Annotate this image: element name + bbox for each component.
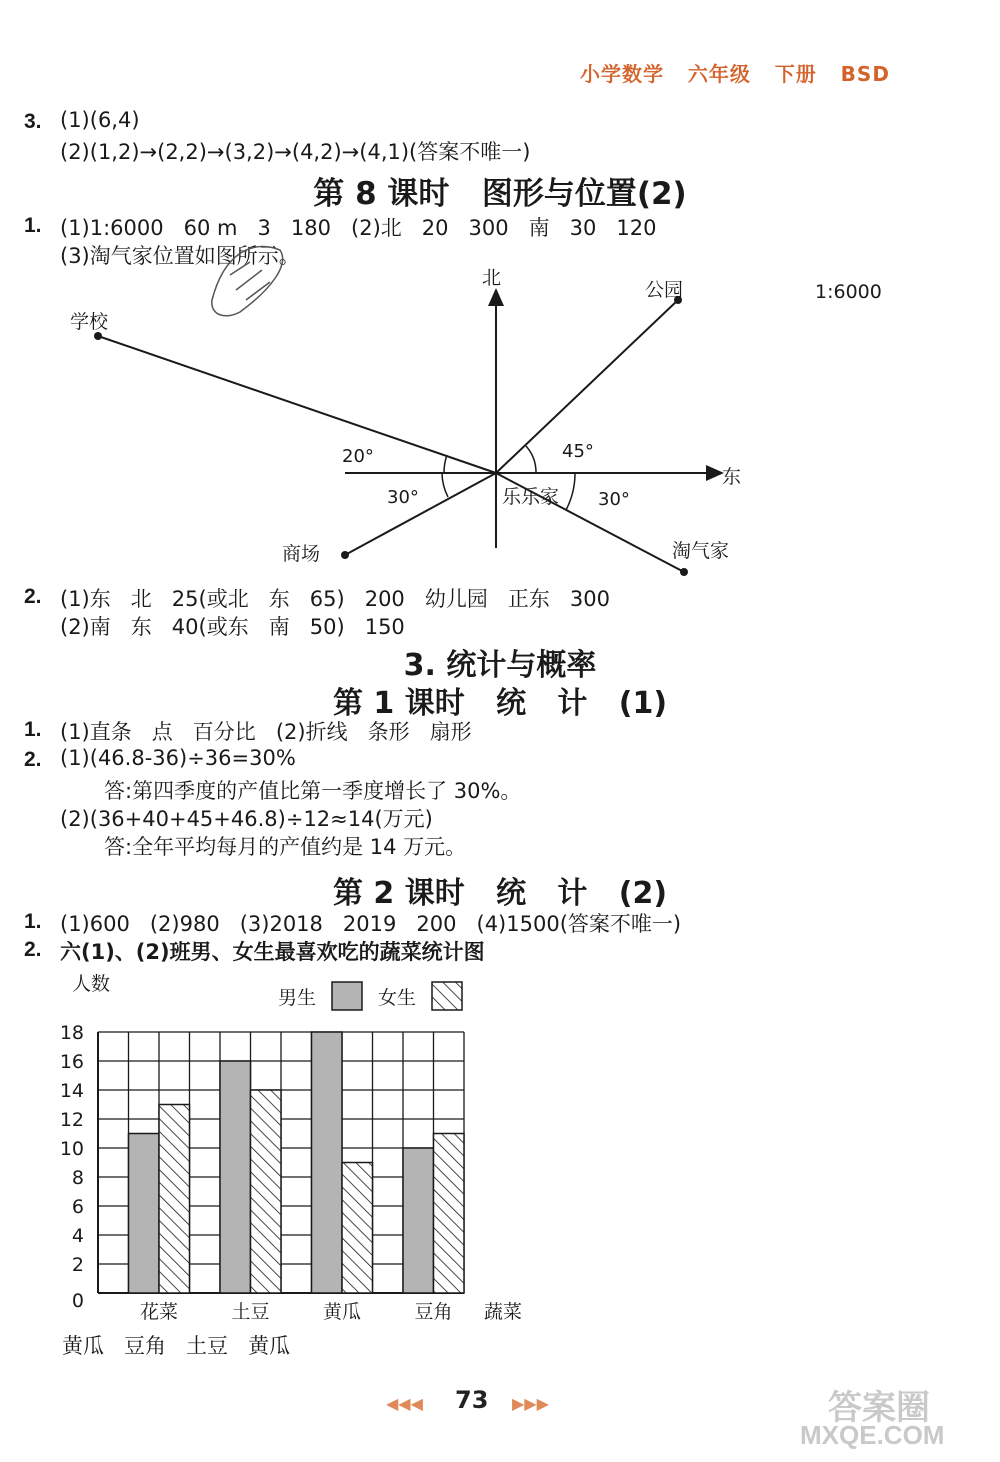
page-number: 73 bbox=[455, 1386, 489, 1414]
y-tick-label: 4 bbox=[71, 1225, 84, 1247]
angle-arc-20 bbox=[444, 455, 447, 473]
home-label: 乐乐家 bbox=[502, 486, 560, 508]
direction-map bbox=[0, 0, 1000, 600]
taoqi-label: 淘气家 bbox=[672, 540, 730, 562]
north-label: 北 bbox=[482, 267, 502, 289]
category-label: 黄瓜 bbox=[322, 1301, 362, 1323]
answer-line: 黄瓜 豆角 土豆 黄瓜 bbox=[62, 1334, 291, 1358]
pencil-doodle bbox=[212, 247, 283, 316]
question-number: 1. bbox=[24, 214, 42, 237]
answer-line: (2)(1,2)→(2,2)→(3,2)→(4,2)→(4,1)(答案不唯一) bbox=[60, 140, 531, 164]
mall-label: 商场 bbox=[282, 543, 321, 565]
y-tick-label: 12 bbox=[59, 1109, 84, 1131]
bar-female bbox=[251, 1090, 282, 1293]
answer-line: 答:第四季度的产值比第一季度增长了 30%。 bbox=[104, 779, 522, 803]
y-tick-label: 8 bbox=[71, 1167, 84, 1189]
category-label: 豆角 bbox=[414, 1301, 453, 1323]
y-tick-label: 2 bbox=[71, 1254, 84, 1276]
chart-title: 六(1)、(2)班男、女生最喜欢吃的蔬菜统计图 bbox=[60, 940, 485, 964]
ray-school bbox=[98, 336, 496, 473]
angle-label-30-right: 30° bbox=[598, 489, 630, 510]
bar-male bbox=[312, 1032, 343, 1293]
angle-label-30-left: 30° bbox=[387, 487, 419, 508]
question-number: 1. bbox=[24, 718, 42, 741]
y-tick-label: 18 bbox=[59, 1022, 84, 1044]
answer-line: (1)东 北 25(或北 东 65) 200 幼儿园 正东 300 bbox=[60, 587, 610, 611]
category-label: 土豆 bbox=[231, 1301, 270, 1323]
header-book-info: 小学数学 六年级 下册 BSD bbox=[580, 62, 890, 86]
y-tick-label: 10 bbox=[59, 1138, 84, 1160]
angle-arc-45 bbox=[526, 446, 536, 473]
answer-line: (1)1:6000 60 m 3 180 (2)北 20 300 南 30 120 bbox=[60, 216, 657, 240]
ray-mall bbox=[345, 473, 496, 555]
legend-swatch-female bbox=[432, 982, 462, 1010]
angle-arc-30-left bbox=[442, 473, 448, 497]
bar-male bbox=[129, 1134, 160, 1294]
answer-line: (1)(46.8-36)÷36=30% bbox=[60, 746, 296, 770]
answer-line: (1)直条 点 百分比 (2)折线 条形 扇形 bbox=[60, 720, 472, 744]
legend-swatch-male bbox=[332, 982, 362, 1010]
angle-arc-30-right bbox=[566, 473, 575, 510]
answer-line: (2)(36+40+45+46.8)÷12≈14(万元) bbox=[60, 807, 433, 831]
lesson-title: 第 8 课时 图形与位置(2) bbox=[313, 176, 687, 212]
x-axis-label: 蔬菜 bbox=[484, 1301, 523, 1323]
scale-label: 1:6000 bbox=[815, 281, 882, 303]
answer-line: (1)600 (2)980 (3)2018 2019 200 (4)1500(答案不唯一) bbox=[60, 912, 682, 936]
angle-label-20: 20° bbox=[342, 446, 374, 467]
y-tick-label: 6 bbox=[71, 1196, 84, 1218]
park-label: 公园 bbox=[645, 279, 684, 301]
lesson-title: 第 1 课时 统 计 (1) bbox=[332, 686, 668, 721]
bar-male bbox=[220, 1061, 251, 1293]
angle-label-45: 45° bbox=[562, 441, 594, 462]
question-number: 3. bbox=[24, 110, 42, 133]
question-number: 2. bbox=[24, 748, 42, 771]
watermark-url: MXQE.COM bbox=[800, 1420, 945, 1450]
bar-female bbox=[342, 1163, 373, 1294]
bar-female bbox=[434, 1134, 465, 1294]
bar-female bbox=[159, 1105, 190, 1294]
y-tick-label: 16 bbox=[59, 1051, 84, 1073]
taoqi-point bbox=[680, 568, 688, 576]
answer-line: (2)南 东 40(或东 南 50) 150 bbox=[60, 615, 405, 639]
chapter-title: 3. 统计与概率 bbox=[403, 648, 597, 683]
school-label: 学校 bbox=[70, 311, 109, 333]
question-number: 2. bbox=[24, 585, 42, 608]
category-label: 花菜 bbox=[139, 1301, 179, 1323]
next-arrows-icon: ▶▶▶ bbox=[512, 1394, 549, 1413]
mall-point bbox=[341, 551, 349, 559]
vegetable-bar-chart bbox=[0, 960, 600, 1330]
school-point bbox=[94, 332, 102, 340]
y-tick-label: 14 bbox=[59, 1080, 84, 1102]
answer-line: (1)(6,4) bbox=[60, 108, 140, 132]
east-label: 东 bbox=[722, 466, 742, 488]
legend-label-male: 男生 bbox=[278, 987, 317, 1009]
question-number: 2. bbox=[24, 938, 42, 961]
legend-label-female: 女生 bbox=[378, 987, 417, 1009]
bar-male bbox=[403, 1148, 434, 1293]
y-tick-label: 0 bbox=[71, 1290, 84, 1312]
y-axis-label: 人数 bbox=[72, 973, 111, 995]
answer-line: 答:全年平均每月的产值约是 14 万元。 bbox=[104, 835, 467, 859]
lesson-title: 第 2 课时 统 计 (2) bbox=[332, 876, 668, 911]
prev-arrows-icon: ◀◀◀ bbox=[386, 1394, 423, 1413]
answer-line: (3)淘气家位置如图所示。 bbox=[60, 244, 300, 268]
question-number: 1. bbox=[24, 910, 42, 933]
watermark-logo: 答案圈 bbox=[828, 1389, 930, 1427]
